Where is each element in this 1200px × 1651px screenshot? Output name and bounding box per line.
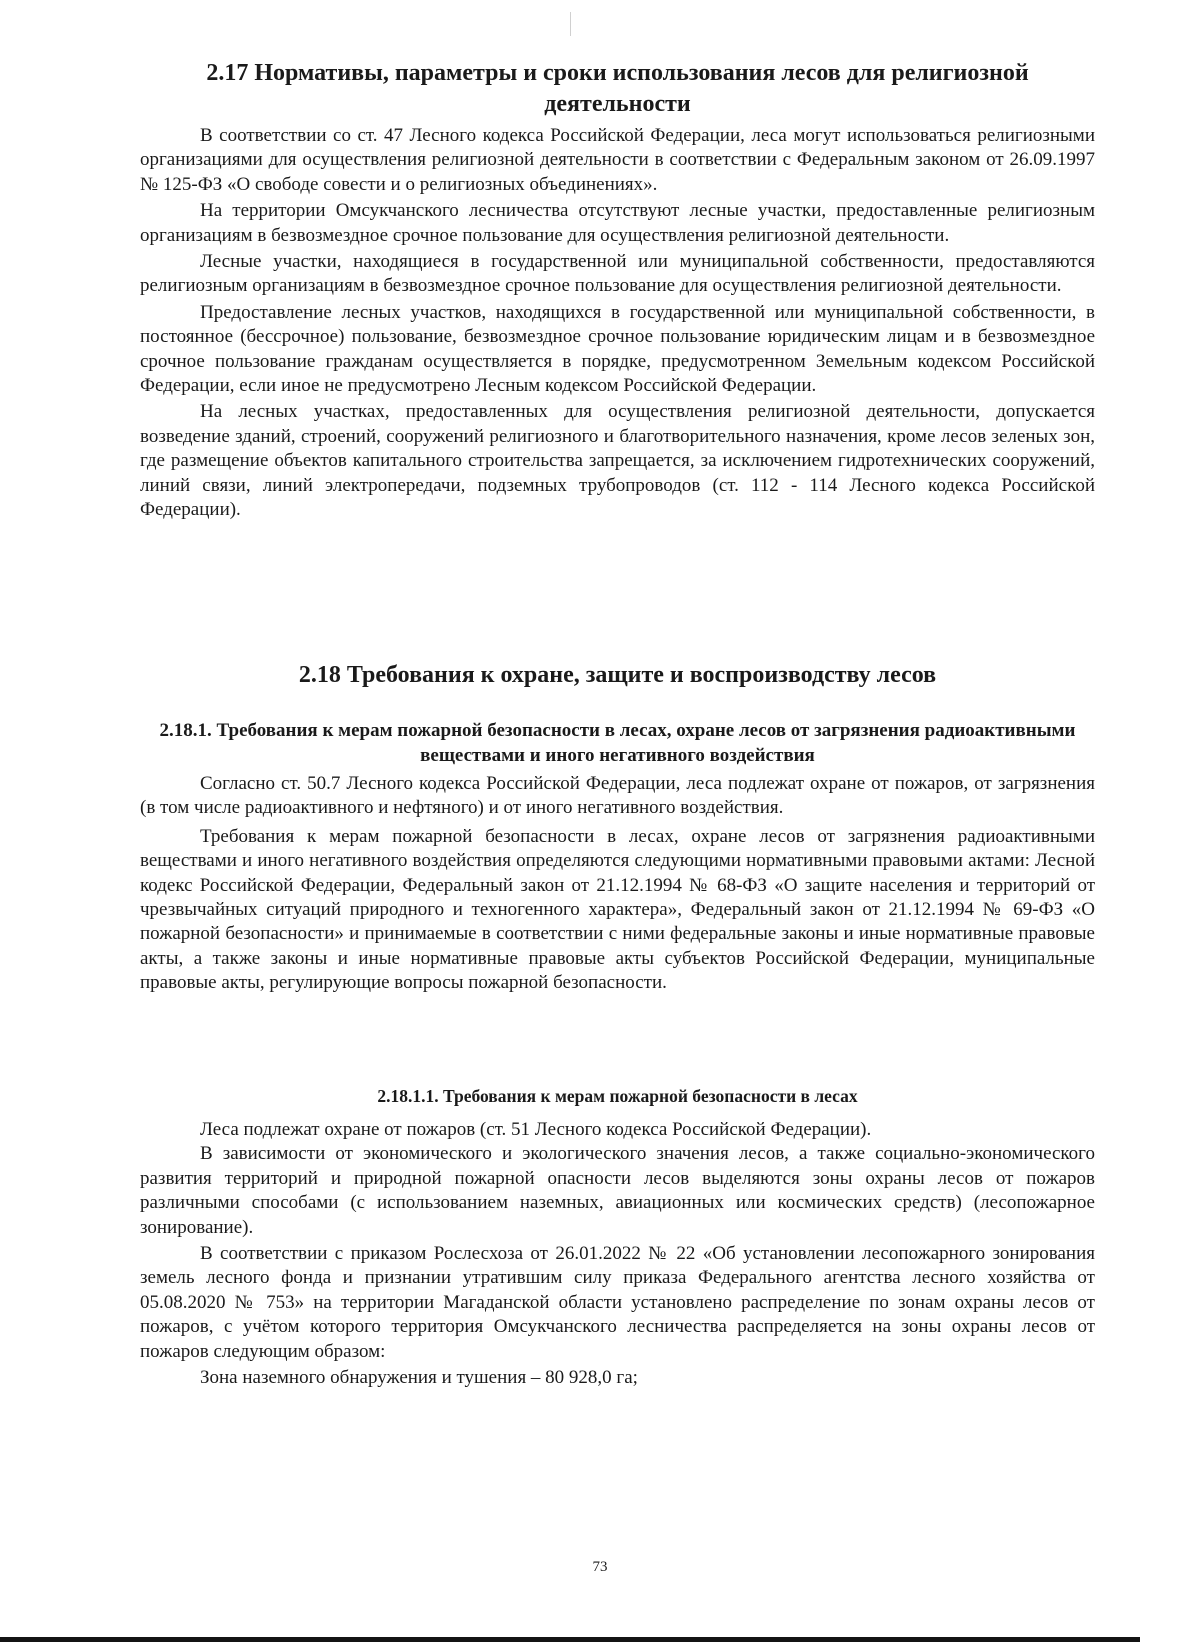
paragraph: В зависимости от экономического и экологического значения лесов, а также социально-экономического развития территорий и природной пожарной опасности лесов выделяются зоны охраны лесов от пожаров различными способами (с использованием наземных, авиационных или космических средств) (лесопожарное зонирование).: [140, 1143, 1095, 1238]
bottom-scan-line: [0, 1637, 1140, 1642]
section-title-2-18-1-1: 2.18.1.1. Требования к мерам пожарной безопасности в лесах: [377, 1086, 858, 1106]
section-2-17: [140, 58, 1095, 120]
paragraph: Требования к мерам пожарной безопасности в лесах, охране лесов от загрязнения радиоактивными веществами и иного негативного воздействия определяются следующими нормативными правовыми актами: Лесной кодекс Российской Федерации, Федеральный закон от 21.12.1994 № 68-ФЗ «О защите населения и территорий от чрезвычайных ситуаций природного и техногенного характера», Федеральный закон от 21.12.1994 № 69-ФЗ «О пожарной безопасности» и принимаемые в соответствии с ними федеральные законы и иные нормативные правовые акты, а также законы и иные нормативные правовые акты субъектов Российской Федерации, муниципальные правовые акты, регулирующие вопросы пожарной безопасности.: [140, 825, 1095, 994]
section-2-18-1-1: [140, 1084, 1095, 1108]
page-number: 73: [592, 1559, 608, 1575]
section-2-17-body: [140, 124, 1095, 523]
paragraph: Предоставление лесных участков, находящихся в государственной или муниципальной собственности, в постоянное (бессрочное) пользование, безвозмездное срочное пользование юридическим лицам и в безвозмездное срочное пользование гражданам осуществляется в порядке, предусмотренном Земельным кодексом Российской Федерации, если иное не предусмотрено Лесным кодексом Российской Федерации.: [140, 301, 1095, 397]
paragraph: На территории Омсукчанского лесничества отсутствуют лесные участки, предоставленные религиозным организациям в безвозмездное срочное пользование для осуществления религиозной деятельности.: [140, 200, 1095, 246]
paragraph: В соответствии со ст. 47 Лесного кодекса Российской Федерации, леса могут использоваться религиозными организациями для осуществления религиозной деятельности в соответствии с Федеральным законом от 26.09.1997 № 125-ФЗ «О свободе совести и о религиозных объединениях».: [140, 125, 1095, 195]
scan-mark: [570, 12, 571, 36]
paragraph: Леса подлежат охране от пожаров (ст. 51 Лесного кодекса Российской Федерации).: [200, 1119, 872, 1140]
section-2-18-1-1-body: [140, 1118, 1095, 1390]
section-title-2-18: 2.18 Требования к охране, защите и воспроизводству лесов: [298, 662, 937, 688]
paragraph: Зона наземного обнаружения и тушения – 80 928,0 га;: [200, 1367, 638, 1389]
paragraph: Согласно ст. 50.7 Лесного кодекса Российской Федерации, леса подлежат охране от пожаров, от загрязнения (в том числе радиоактивного и нефтяного) и от иного негативного воздействия.: [140, 773, 1095, 819]
section-2-18-1-body: [140, 772, 1095, 996]
section-title-2-17: 2.17 Нормативы, параметры и сроки использования лесов для религиозной деятельности: [206, 60, 1029, 117]
paragraph: Лесные участки, находящиеся в государственной или муниципальной собственности, предоставляются религиозным организациям в безвозмездное срочное пользование для осуществления религиозной деятельности.: [140, 251, 1095, 297]
section-title-2-18-1: 2.18.1. Требования к мерам пожарной безопасности в лесах, охране лесов от загрязнения радиоактивными веществами и иного негативного воздействия: [159, 720, 1076, 766]
paragraph: На лесных участках, предоставленных для осуществления религиозной деятельности, допускается возведение зданий, строений, сооружений религиозного и благотворительного назначения, кроме лесов зеленых зон, где размещение объектов капитального строительства запрещается, за исключением гидротехнических сооружений, линий связи, линий электропередачи, подземных трубопроводов (ст. 112 - 114 Лесного кодекса Российской Федерации).: [140, 401, 1095, 521]
section-2-18: [140, 660, 1095, 691]
paragraph: В соответствии с приказом Рослесхоза от 26.01.2022 № 22 «Об установлении лесопожарного зонирования земель лесного фонда и признании утратившим силу приказа Федерального агентства лесного хозяйства от 05.08.2020 № 753» на территории Магаданской области установлено распределение по зонам охраны лесов от пожаров, с учётом которого территория Омсукчанского лесничества распределяется на зоны охраны лесов от пожаров следующим образом:: [140, 1243, 1095, 1362]
section-2-18-1: [140, 718, 1095, 768]
